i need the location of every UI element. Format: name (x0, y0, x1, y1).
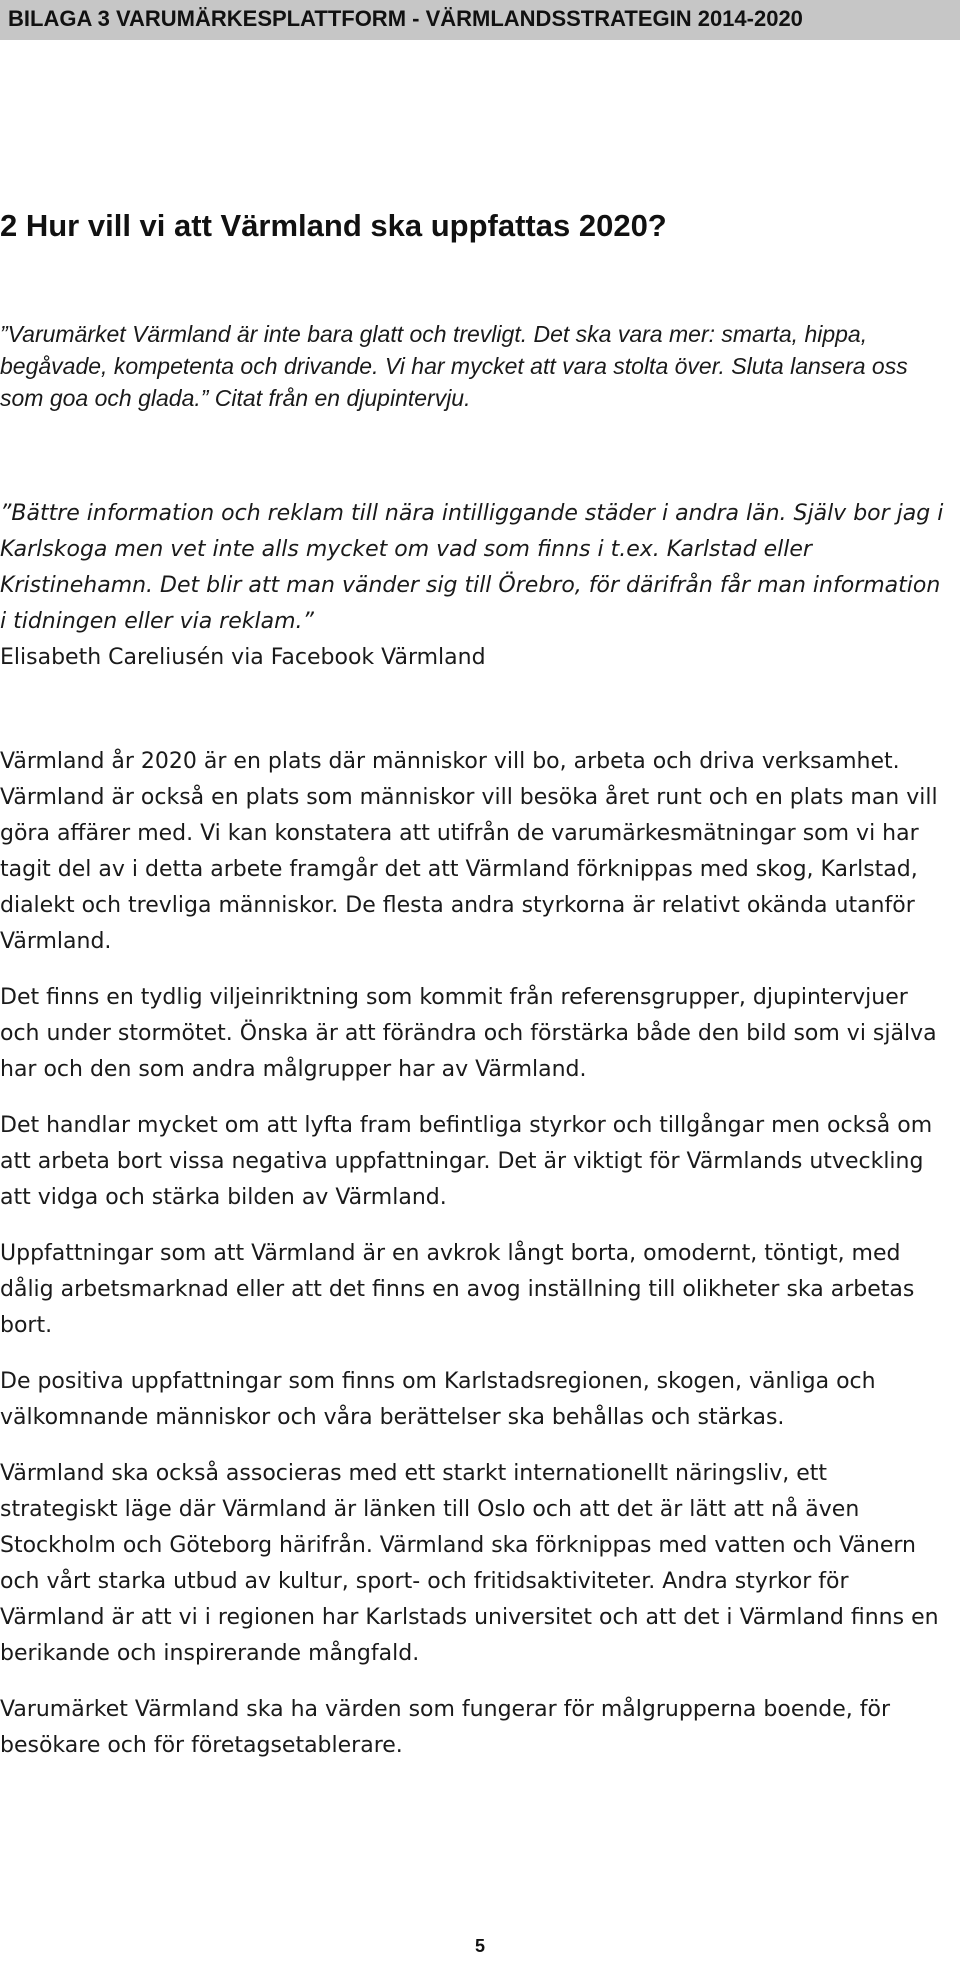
section-heading: 2 Hur vill vi att Värmland ska uppfattas 2020? (0, 208, 667, 243)
header-title: BILAGA 3 VARUMÄRKESPLATTFORM - VÄRMLANDSSTRATEGIN 2014-2020 (8, 6, 803, 31)
paragraph: Värmland ska också associeras med ett starkt internationellt näringsliv, ett strategiskt läge där Värmland är länken till Oslo och att det är lätt att nå även Stockholm och Göteborg härifrån. Värmland ska förknippas med vatten och Vänern och vårt starka utbud av kultur, sport- och fritidsaktiviteter. Andra styrkor för Värmland är att vi i regionen har Karlstads universitet och att det i Värmland finns en berikande och inspirerande mångfald. (0, 1461, 939, 1666)
header-bar (0, 0, 960, 40)
paragraph: Värmland år 2020 är en plats där människor vill bo, arbeta och driva verksamhet. Värmland är också en plats som människor vill besöka året runt och en plats man vill göra affärer med. Vi kan konstatera att utifrån de varumärkesmätningar som vi har tagit del av i detta arbete framgår det att Värmland förknippas med skog, Karlstad, dialekt och trevliga människor. De flesta andra styrkorna är relativt okända utanför Värmland. (0, 749, 938, 954)
paragraph: Uppfattningar som att Värmland är en avkrok långt borta, omodernt, töntigt, med dålig arbetsmarknad eller att det finns en avog inställning till olikheter ska arbetas bort. (0, 1241, 915, 1338)
paragraph: Det handlar mycket om att lyfta fram befintliga styrkor och tillgångar men också om att arbeta bort vissa negativa uppfattningar. Det är viktigt för Värmlands utveckling att vidga och stärka bilden av Värmland. (0, 1113, 933, 1210)
paragraph: De positiva uppfattningar som finns om Karlstadsregionen, skogen, vänliga och välkomnande människor och våra berättelser ska behållas och stärkas. (0, 1369, 876, 1430)
quote-attribution: Elisabeth Careliusén via Facebook Värmland (0, 645, 486, 670)
interview-quote: ”Varumärket Värmland är inte bara glatt och trevligt. Det ska vara mer: smarta, hippa, begåvade, kompetenta och drivande. Vi har mycket att vara stolta över. Sluta lansera oss som goa och glada.” Citat från en djupintervju. (0, 321, 908, 411)
page-number: 5 (474, 1936, 485, 1956)
body-text (0, 744, 950, 1784)
paragraph: Det finns en tydlig viljeinriktning som kommit från referensgrupper, djupintervjuer och under stormötet. Önska är att förändra och förstärka både den bild som vi själva har och den som andra målgrupper har av Värmland. (0, 985, 937, 1082)
paragraph: Varumärket Värmland ska ha värden som fungerar för målgrupperna boende, för besökare och för företagsetablerare. (0, 1697, 891, 1758)
facebook-quote (0, 496, 950, 676)
facebook-quote-text: ”Bättre information och reklam till nära intilliggande städer i andra län. Själv bor jag i Karlskoga men vet inte alls mycket om vad som finns i t.ex. Karlstad eller Kristinehamn. Det blir att man vänder sig till Örebro, för därifrån får man information i tidningen eller via reklam.” (0, 501, 944, 634)
